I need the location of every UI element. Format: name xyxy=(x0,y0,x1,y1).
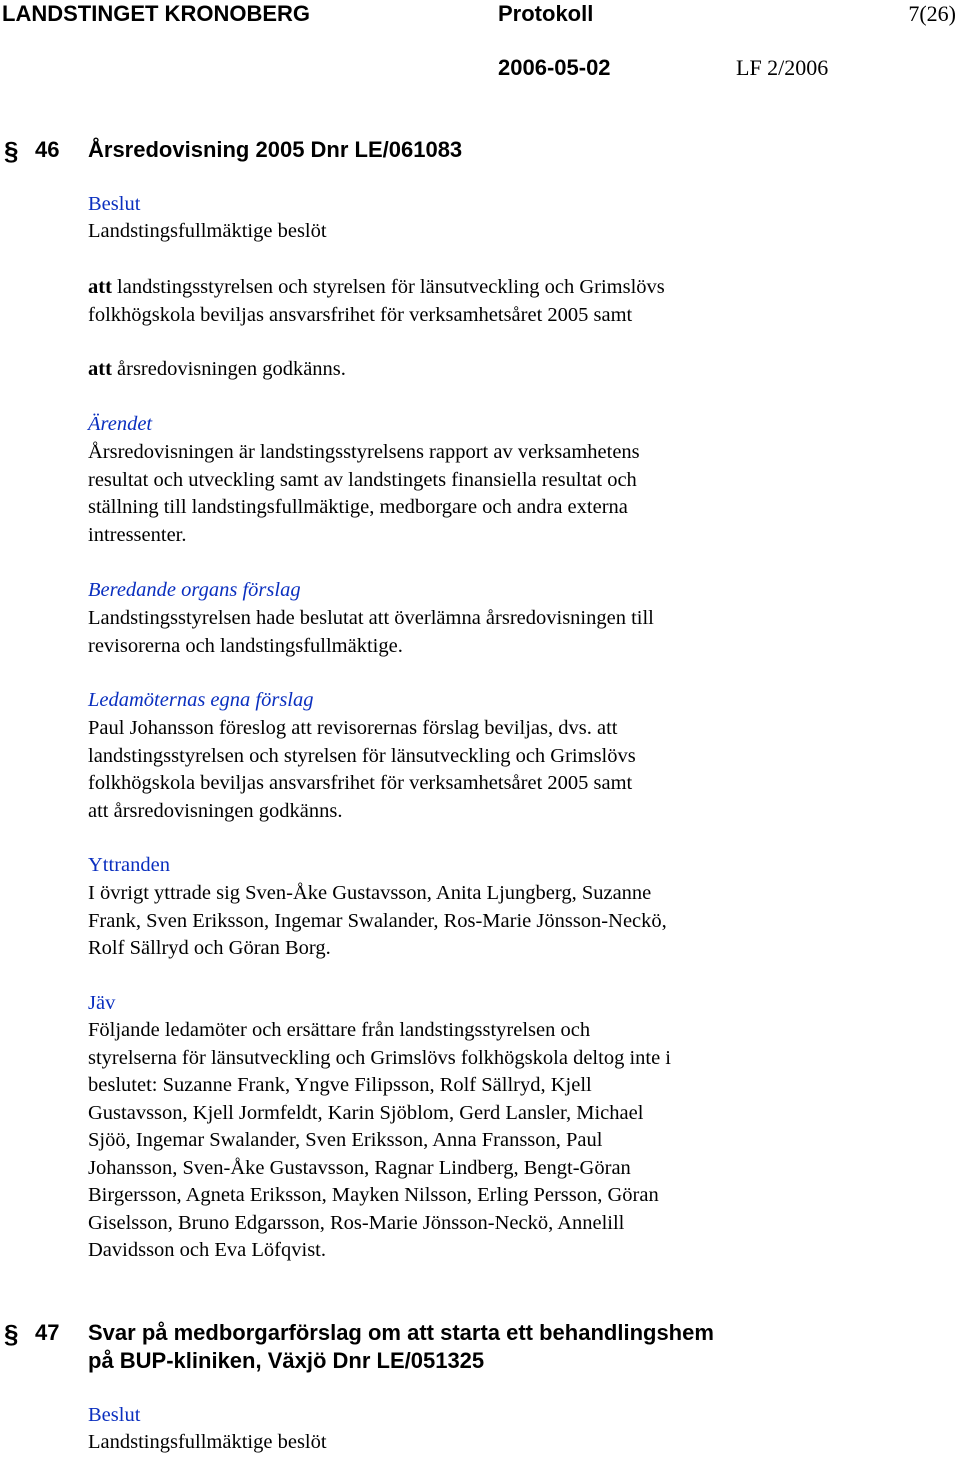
yttranden-heading: Yttranden xyxy=(88,854,170,876)
beslut-intro: Landstingsfullmäktige beslöt xyxy=(88,1431,327,1453)
section-mark: § xyxy=(4,136,19,166)
section-mark: § xyxy=(4,1319,19,1349)
beslut-intro: Landstingsfullmäktige beslöt xyxy=(88,220,327,242)
section-title: Svar på medborgarförslag om att starta ett behandlingshem på BUP-kliniken, Växjö Dnr LE/051325 xyxy=(88,1320,714,1373)
beslut-heading: Beslut xyxy=(88,1404,141,1426)
ledamoter-text: Paul Johansson föreslog att revisorernas förslag beviljas, dvs. att landstingsstyrelsen och styrelsen för länsutveckling och Grimslövs folkhögskola beviljas ansvarsfrihet för verksamhetsåret 2005 samt att årsredovisningen godkänns. xyxy=(88,717,636,822)
beredande-heading: Beredande organs förslag xyxy=(88,579,301,601)
beredande-text: Landstingsstyrelsen hade beslutat att överlämna årsredovisningen till revisorerna och landstingsfullmäktige. xyxy=(88,607,654,657)
decision-clause-1-text: landstingsstyrelsen och styrelsen för länsutveckling och Grimslövs folkhögskola beviljas ansvarsfrihet för verksamhetsåret 2005 samt xyxy=(88,276,665,326)
document-type: Protokoll xyxy=(498,1,594,26)
jav-text: Följande ledamöter och ersättare från landstingsstyrelsen och styrelserna för länsutveckling och Grimslövs folkhögskola deltog inte i beslutet: Suzanne Frank, Yngve Filipsson, Rolf Sällryd, Kjell Gustavsson, Kjell Jormfeldt, Karin Sjöblom, Gerd Lansler, Michael Sjöö, Ingemar Swalander, Sven Eriksson, Anna Fransson, Paul Johansson, Sven-Åke Gustavsson, Ragnar Lindberg, Bengt-Göran Birgersson, Agneta Eriksson, Mayken Nilsson, Erling Persson, Göran Giselsson, Bruno Edgarsson, Ros-Marie Jönsson-Neckö, Annelill Davidsson och Eva Löfqvist. xyxy=(88,1019,671,1261)
jav-heading: Jäv xyxy=(88,992,116,1014)
yttranden-text: I övrigt yttrade sig Sven-Åke Gustavsson, Anita Ljungberg, Suzanne Frank, Sven Eriksson, Ingemar Swalander, Ros-Marie Jönsson-Neckö, Rolf Sällryd och Göran Borg. xyxy=(88,882,667,959)
page-number: 7(26) xyxy=(908,1,956,26)
section-title: Årsredovisning 2005 Dnr LE/061083 xyxy=(88,137,463,162)
att-keyword: att xyxy=(88,276,112,298)
decision-clause-1 xyxy=(88,274,938,329)
section-number: 47 xyxy=(35,1320,60,1345)
decision-clause-2-text: årsredovisningen godkänns. xyxy=(111,358,346,380)
att-keyword: att xyxy=(88,358,112,380)
beslut-heading: Beslut xyxy=(88,193,141,215)
organization-name: LANDSTINGET KRONOBERG xyxy=(2,1,310,26)
decision-clause-2 xyxy=(88,356,938,384)
ledamoter-heading: Ledamöternas egna förslag xyxy=(88,689,314,711)
meeting-date: 2006-05-02 xyxy=(498,55,611,80)
section-number: 46 xyxy=(35,137,60,162)
arendet-heading: Ärendet xyxy=(88,413,153,435)
protocol-reference: LF 2/2006 xyxy=(736,55,829,80)
arendet-text: Årsredovisningen är landstingsstyrelsens rapport av verksamhetens resultat och utveckling samt av landstingets finansiella resultat och ställning till landstingsfullmäktige, medborgare och andra externa intressenter. xyxy=(88,441,640,546)
